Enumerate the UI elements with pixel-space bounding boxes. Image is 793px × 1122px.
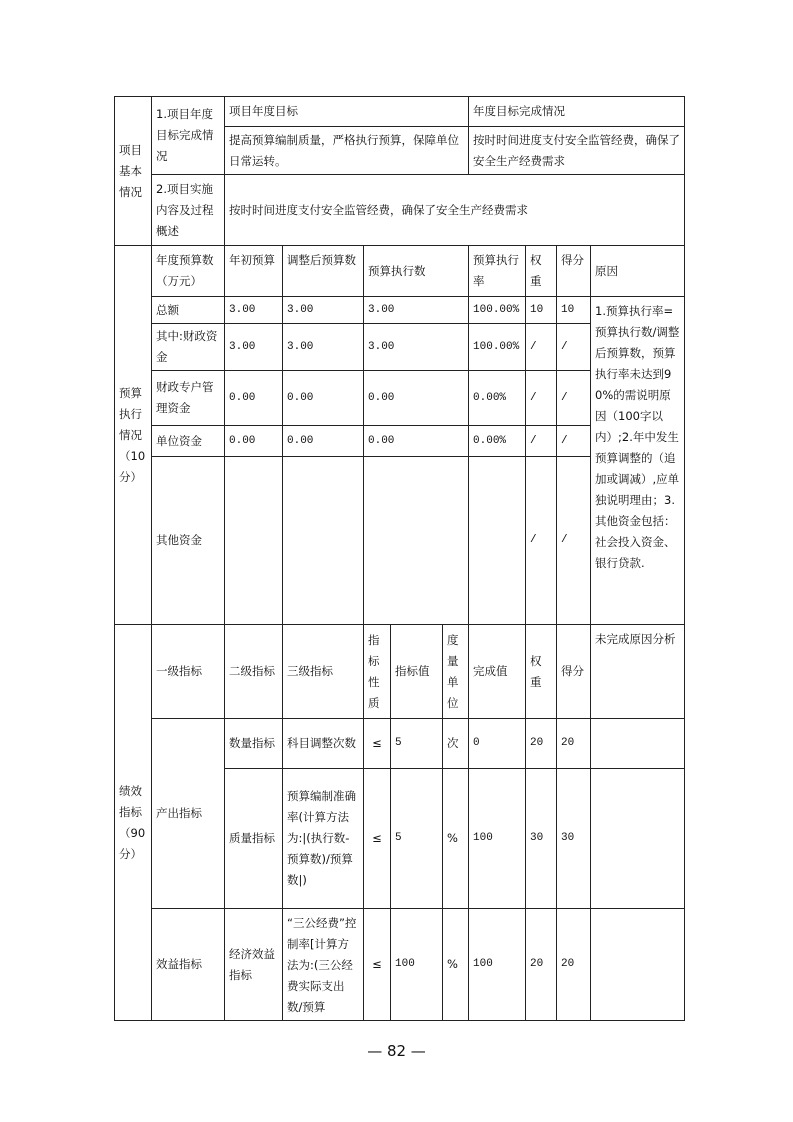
budget-header: 调整后预算数 <box>283 246 364 297</box>
executed-budget: 0.00 <box>364 426 469 457</box>
level3-indicator: “三公经费”控制率[计算方法为:(三公经费实际支出数/预算 <box>283 909 364 1021</box>
weight: / <box>526 426 557 457</box>
budget-header: 年度预算数（万元） <box>152 246 225 297</box>
weight: 30 <box>526 769 557 909</box>
table-row <box>115 297 685 324</box>
page-number: — 82 — <box>367 1042 426 1060</box>
budget-header: 预算执行率 <box>469 246 526 297</box>
initial-budget: 0.00 <box>225 371 283 426</box>
unit: % <box>443 769 469 909</box>
performance-evaluation-table <box>114 96 685 1021</box>
completion-header: 年度目标完成情况 <box>469 97 685 127</box>
perf-header: 指标值 <box>391 625 443 719</box>
score: / <box>557 324 591 371</box>
actual-value: 100 <box>469 769 526 909</box>
execution-rate: 0.00% <box>469 426 526 457</box>
adjusted-budget: 3.00 <box>283 324 364 371</box>
row-name: 总额 <box>152 297 225 324</box>
weight: / <box>526 371 557 426</box>
level2-indicator: 质量指标 <box>225 769 283 909</box>
level2-indicator: 经济效益指标 <box>225 909 283 1021</box>
table-row <box>115 97 685 127</box>
execution-rate: 100.00% <box>469 324 526 371</box>
execution-rate: 100.00% <box>469 297 526 324</box>
weight: 10 <box>526 297 557 324</box>
perf-header: 三级指标 <box>283 625 364 719</box>
perf-header: 一级指标 <box>152 625 225 719</box>
weight: 20 <box>526 719 557 769</box>
score: / <box>557 426 591 457</box>
row-name: 其中:财政资金 <box>152 324 225 371</box>
indicator-value: 5 <box>391 719 443 769</box>
reason <box>591 909 685 1021</box>
execution-rate <box>469 457 526 625</box>
score: 20 <box>557 719 591 769</box>
actual-value: 0 <box>469 719 526 769</box>
table-row <box>115 909 685 1021</box>
adjusted-budget <box>283 457 364 625</box>
level3-indicator: 科目调整次数 <box>283 719 364 769</box>
perf-header: 度量单位 <box>443 625 469 719</box>
goal-header: 项目年度目标 <box>225 97 469 127</box>
indicator-nature: ≤ <box>364 769 391 909</box>
adjusted-budget: 3.00 <box>283 297 364 324</box>
perf-header: 得分 <box>557 625 591 719</box>
reason <box>591 719 685 769</box>
budget-header-row <box>115 246 685 297</box>
unit: 次 <box>443 719 469 769</box>
adjusted-budget: 0.00 <box>283 371 364 426</box>
score: 10 <box>557 297 591 324</box>
indicator-nature: ≤ <box>364 909 391 1021</box>
initial-budget <box>225 457 283 625</box>
initial-budget: 3.00 <box>225 324 283 371</box>
budget-section-label: 预算执行情况（10分） <box>115 246 152 625</box>
level1-indicator: 产出指标 <box>152 719 225 909</box>
impl-text: 按时时间进度支付安全监管经费，确保了安全生产经费需求 <box>225 175 685 246</box>
perf-header: 权重 <box>526 625 557 719</box>
executed-budget <box>364 457 469 625</box>
unit: % <box>443 909 469 1021</box>
level3-indicator: 预算编制准确率(计算方法为:|(执行数-预算数)/预算数|) <box>283 769 364 909</box>
budget-header: 年初预算 <box>225 246 283 297</box>
execution-rate: 0.00% <box>469 371 526 426</box>
executed-budget: 3.00 <box>364 297 469 324</box>
perf-header: 指标性质 <box>364 625 391 719</box>
indicator-nature: ≤ <box>364 719 391 769</box>
score: / <box>557 371 591 426</box>
indicator-value: 5 <box>391 769 443 909</box>
budget-header: 预算执行数 <box>364 246 469 297</box>
weight: / <box>526 324 557 371</box>
reason-text: 1.预算执行率=预算执行数/调整后预算数，预算执行率未达到90%的需说明原因（100字以内）;2.年中发生预算调整的（追加或调减）,应单独说明理由；3.其他资金包括：社会投入资金、银行贷款. <box>591 297 685 625</box>
reason <box>591 769 685 909</box>
goal-text: 提高预算编制质量，严格执行预算，保障单位日常运转。 <box>225 127 469 175</box>
budget-header: 原因 <box>591 246 685 297</box>
performance-section-label: 绩效指标（90分） <box>115 625 152 1021</box>
performance-header-row <box>115 625 685 719</box>
initial-budget: 3.00 <box>225 297 283 324</box>
initial-budget: 0.00 <box>225 426 283 457</box>
adjusted-budget: 0.00 <box>283 426 364 457</box>
executed-budget: 0.00 <box>364 371 469 426</box>
basic-section-label: 项目基本情况 <box>115 97 152 246</box>
executed-budget: 3.00 <box>364 324 469 371</box>
row-name: 财政专户管理资金 <box>152 371 225 426</box>
table-row <box>115 175 685 246</box>
weight: / <box>526 457 557 625</box>
goal-label: 1.项目年度目标完成情况 <box>152 97 225 175</box>
level1-indicator: 效益指标 <box>152 909 225 1021</box>
indicator-value: 100 <box>391 909 443 1021</box>
score: 20 <box>557 909 591 1021</box>
row-name: 其他资金 <box>152 457 225 625</box>
actual-value: 100 <box>469 909 526 1021</box>
level2-indicator: 数量指标 <box>225 719 283 769</box>
perf-header: 二级指标 <box>225 625 283 719</box>
impl-label: 2.项目实施内容及过程概述 <box>152 175 225 246</box>
budget-header: 得分 <box>557 246 591 297</box>
completion-text: 按时时间进度支付安全监管经费，确保了安全生产经费需求 <box>469 127 685 175</box>
row-name: 单位资金 <box>152 426 225 457</box>
budget-header: 权重 <box>526 246 557 297</box>
perf-header: 完成值 <box>469 625 526 719</box>
score: 30 <box>557 769 591 909</box>
table-row <box>115 719 685 769</box>
weight: 20 <box>526 909 557 1021</box>
perf-header: 未完成原因分析 <box>591 625 685 719</box>
score: / <box>557 457 591 625</box>
